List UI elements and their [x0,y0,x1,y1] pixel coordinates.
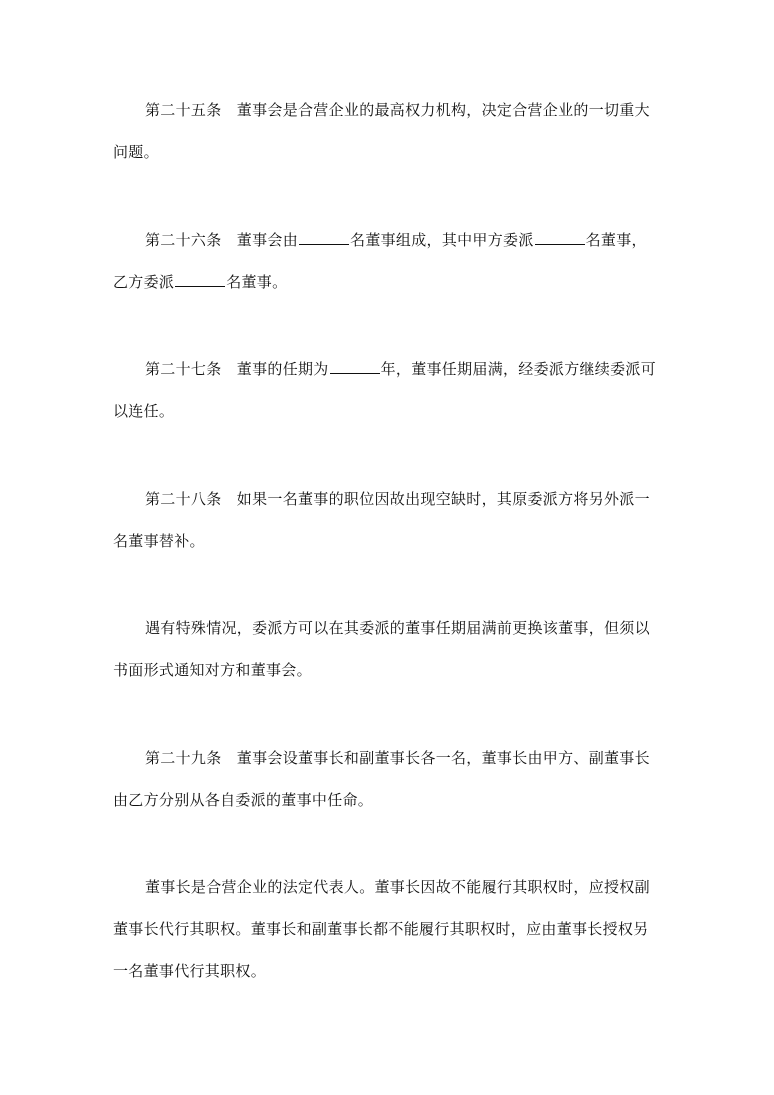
article-29 [113,737,661,821]
article-25 [113,89,661,173]
article-25-text: 第二十五条 董事会是合营企业的最高权力机构，决定合营企业的一切重大问题。 [113,101,650,161]
article-26-part2: 名董事组成，其中甲方委派 [350,231,534,249]
article-26-part4: 名董事。 [226,273,288,291]
blank-term-years [330,359,380,374]
blank-party-b-directors [175,272,225,287]
blank-party-a-directors [535,230,585,245]
article-28 [113,478,661,562]
article-27-part1: 第二十七条 董事的任期为 [145,360,329,378]
article-27 [113,348,661,432]
paragraph-special-circumstances [113,607,661,691]
article-27-part2: 年，董事任期届满，经委派方继续委派可以连任。 [113,360,657,420]
article-28-text: 第二十八条 如果一名董事的职位因故出现空缺时，其原委派方将另外派一名董事替补。 [113,490,650,550]
article-26-part1: 第二十六条 董事会由 [145,231,299,249]
paragraph-chairman-text: 董事长是合营企业的法定代表人。董事长因故不能履行其职权时，应授权副董事长代行其职权。董事长和副董事长都不能履行其职权时，应由董事长授权另一名董事代行其职权。 [113,878,650,980]
article-26-part3: 名董事，乙方委派 [113,231,647,291]
paragraph-chairman [113,866,661,992]
paragraph-special-text: 遇有特殊情况，委派方可以在其委派的董事任期届满前更换该董事，但须以书面形式通知对方和董事会。 [113,619,650,679]
blank-total-directors [299,230,349,245]
article-29-text: 第二十九条 董事会设董事长和副董事长各一名，董事长由甲方、副董事长由乙方分别从各自委派的董事中任命。 [113,749,650,809]
article-26 [113,219,661,303]
